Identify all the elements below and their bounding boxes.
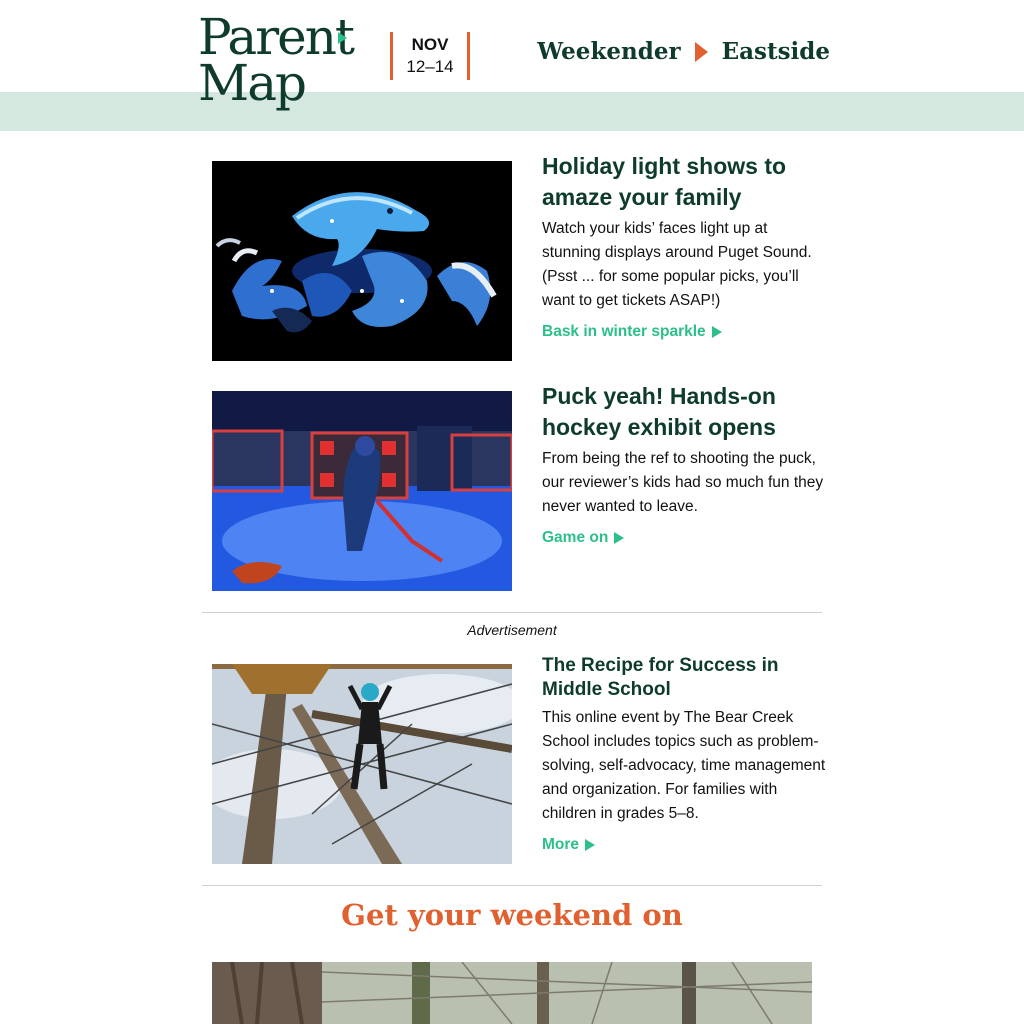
article-hockey-exhibit xyxy=(212,383,824,591)
article-holiday-lights xyxy=(212,153,824,361)
ad-bear-creek-school xyxy=(212,655,826,864)
ad-headline[interactable]: The Recipe for Success in Middle School xyxy=(542,655,779,700)
holiday-lights-photo[interactable] xyxy=(212,161,512,361)
article-text xyxy=(542,151,827,341)
logo-line-2: Map xyxy=(198,54,306,112)
section-title: Get your weekend on xyxy=(341,898,683,932)
bask-in-winter-sparkle-link[interactable] xyxy=(542,323,722,341)
ropes-course-photo[interactable] xyxy=(212,664,512,864)
hockey-exhibit-photo[interactable] xyxy=(212,391,512,591)
article-body: From being the ref to shooting the puck, our reviewer’s kids had so much fun they never wanted to leave. xyxy=(542,450,824,515)
divider xyxy=(202,612,822,613)
cta-label: Bask in winter sparkle xyxy=(542,323,706,340)
edition-label xyxy=(537,38,830,65)
issue-date xyxy=(390,32,470,80)
ad-body: This online event by The Bear Creek School includes topics such as problem-solving, self-advocacy, time management and organization. For families with children in grades 5–8. xyxy=(542,709,826,822)
forest-photo[interactable] xyxy=(212,962,812,1024)
cta-label: More xyxy=(542,836,580,853)
email-header xyxy=(0,0,1024,131)
play-triangle-icon xyxy=(712,326,722,338)
parentmap-logo[interactable] xyxy=(198,8,353,112)
play-triangle-icon xyxy=(585,839,595,851)
logo-line-1: Parent xyxy=(198,8,353,66)
date-month: NOV xyxy=(411,35,449,54)
article-body: Watch your kids’ faces light up at stunning displays around Puget Sound. (Psst ... for some popular picks, you’ll want to get tickets ASAP!) xyxy=(542,220,812,309)
ad-text xyxy=(542,654,827,854)
header-band xyxy=(0,92,1024,131)
more-link[interactable] xyxy=(542,836,595,854)
divider xyxy=(202,885,822,886)
logo-play-triangle-icon xyxy=(338,32,347,44)
cta-label: Game on xyxy=(542,529,609,546)
play-triangle-icon xyxy=(614,532,624,544)
game-on-link[interactable] xyxy=(542,529,624,547)
edition-region: Eastside xyxy=(721,38,830,65)
arrow-right-icon xyxy=(695,42,708,62)
edition-name: Weekender xyxy=(537,38,681,65)
date-range: 12–14 xyxy=(406,57,454,76)
article-headline[interactable]: Holiday light shows to amaze your family xyxy=(542,153,787,210)
article-text xyxy=(542,381,827,547)
article-headline[interactable]: Puck yeah! Hands-on hockey exhibit opens xyxy=(542,383,776,440)
advertisement-label: Advertisement xyxy=(467,622,557,638)
